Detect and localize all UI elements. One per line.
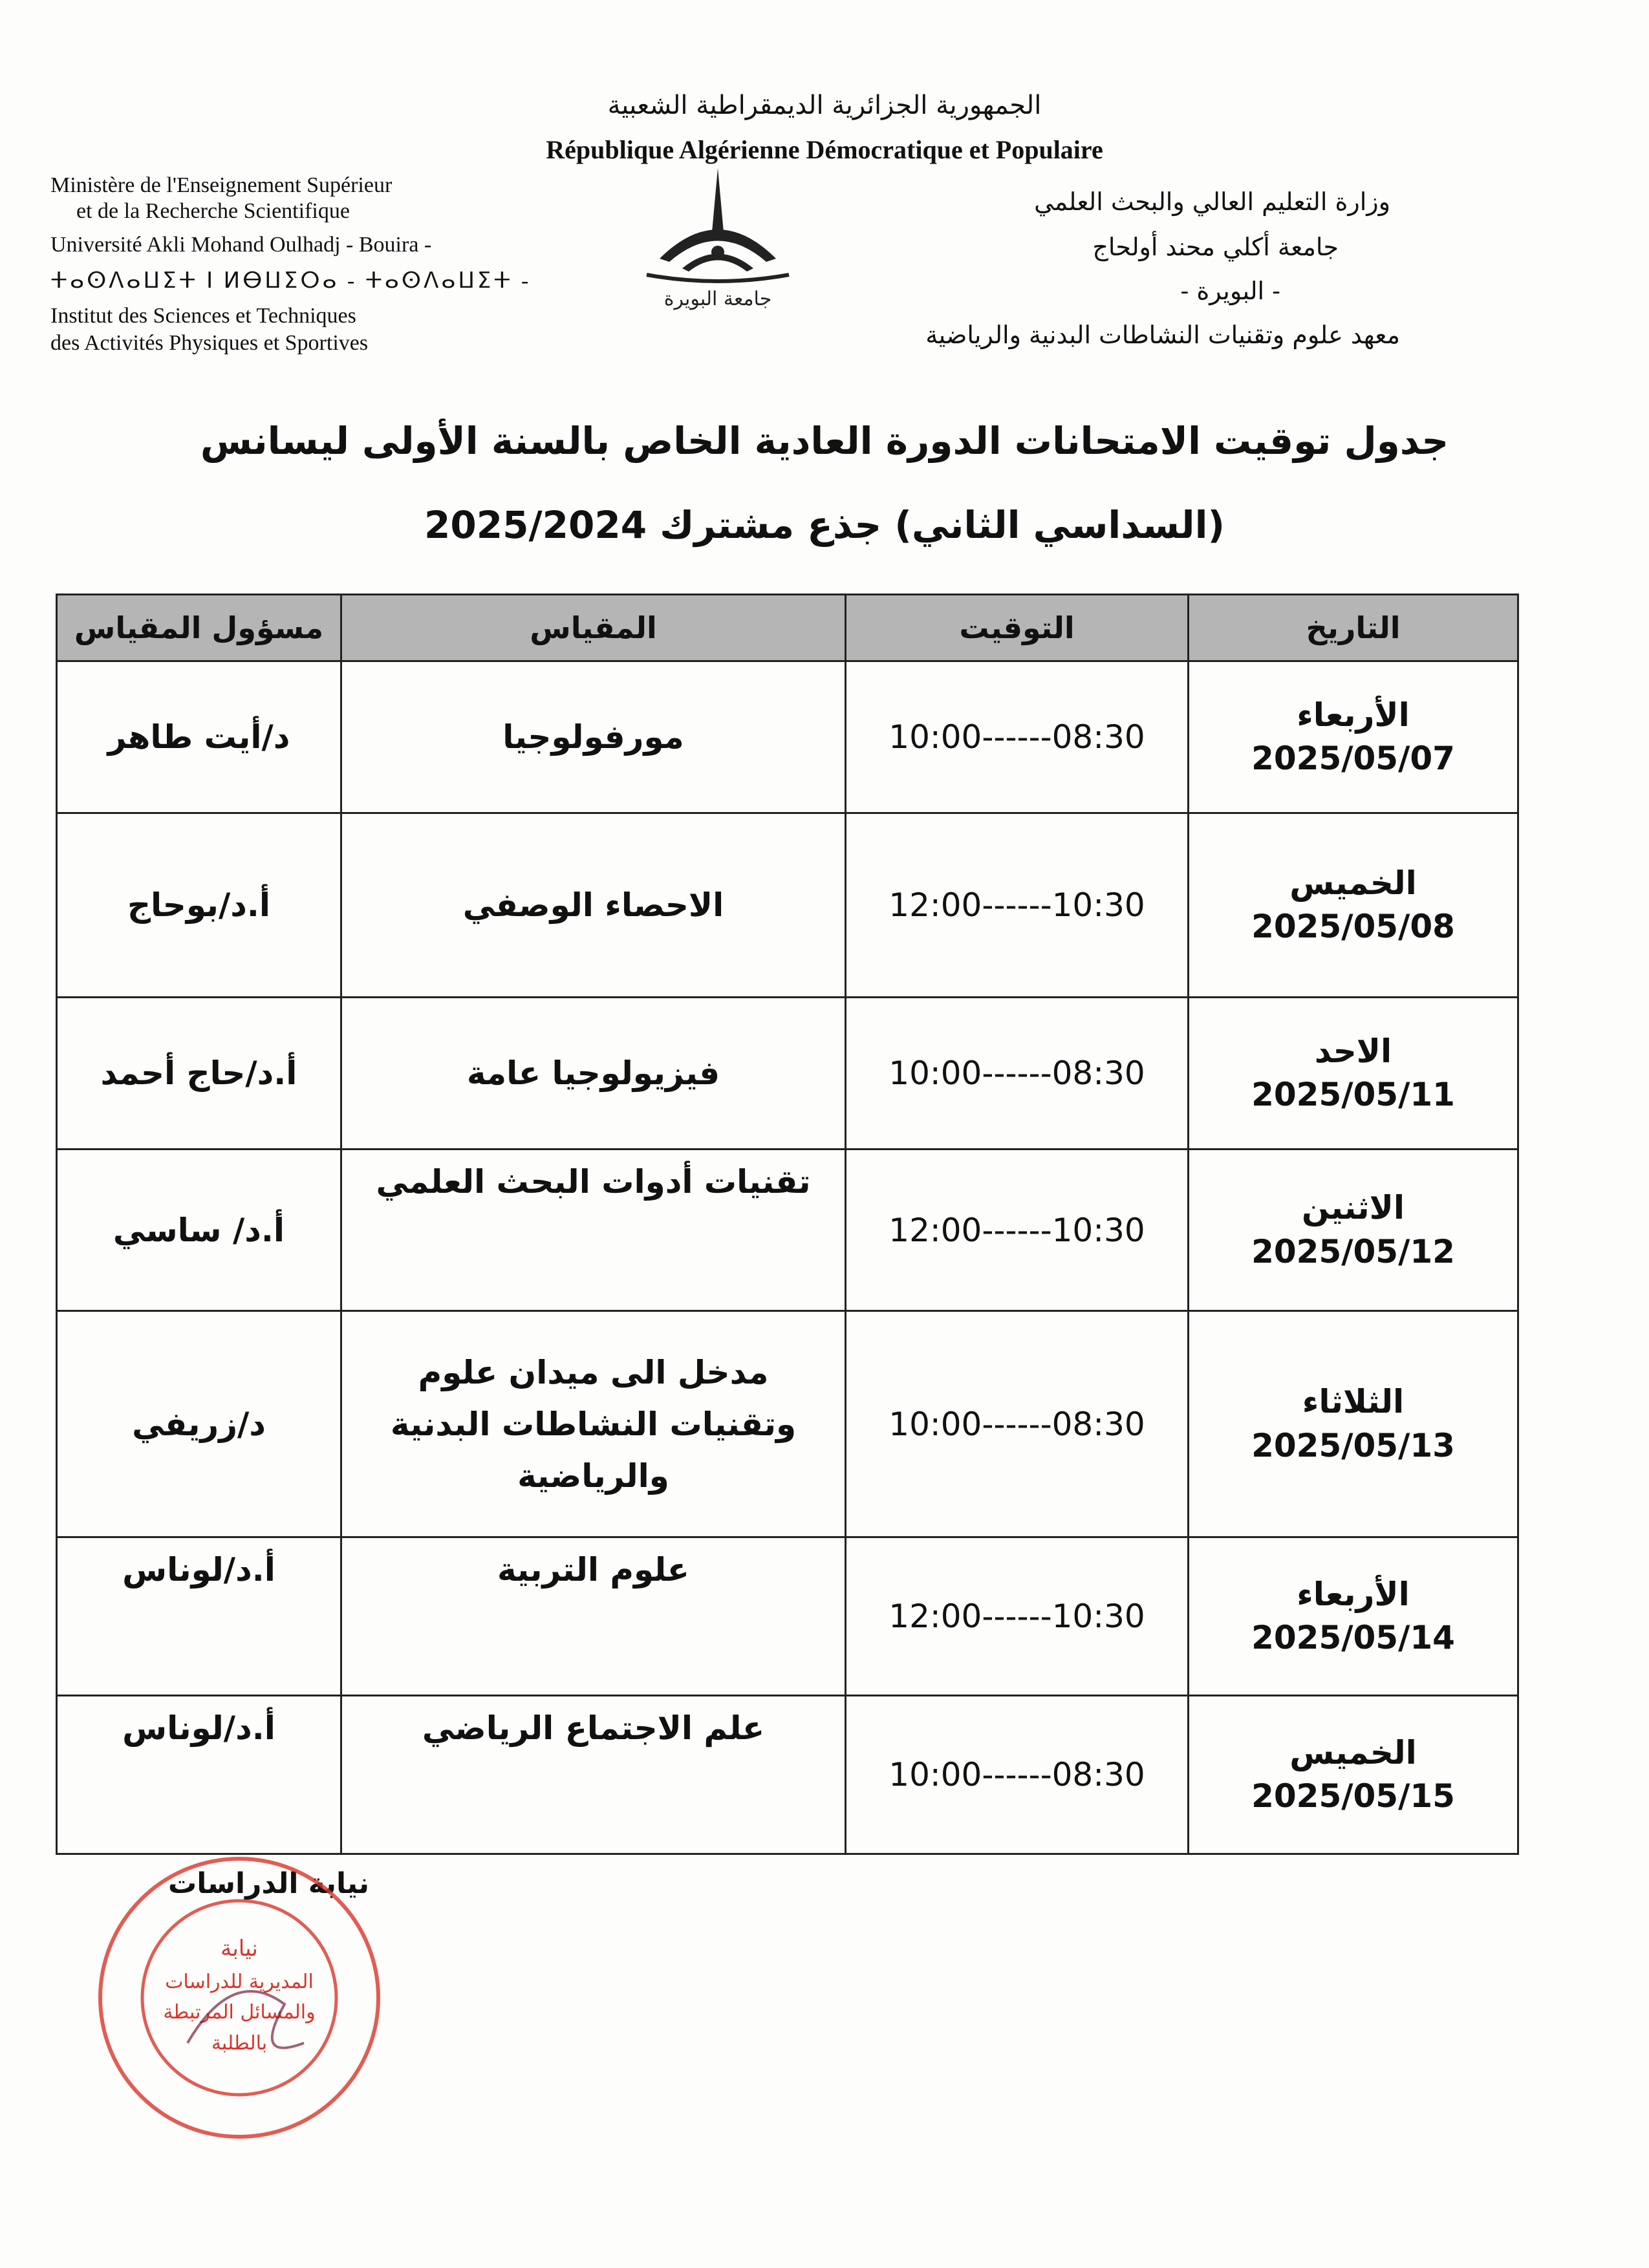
exam-date: 2025/05/14 [1251,1619,1455,1656]
stamp-line4: بالطلبة [211,2032,268,2055]
table-row [57,1311,1518,1537]
exam-date: 2025/05/15 [1251,1777,1455,1815]
module-cell: علم الاجتماع الرياضي [341,1696,846,1854]
professor-cell: أ.د/حاج أحمد [57,998,341,1150]
date-cell [1189,1311,1518,1537]
country-name-arabic: الجمهورية الجزائرية الديمقراطية الشعبية [607,91,1042,120]
module-cell: تقنيات أدوات البحث العلمي [341,1150,846,1311]
table-row [57,813,1518,998]
institute-ar: معهد علوم وتقنيات النشاطات البدنية والرياضية [925,321,1400,349]
official-stamp [91,1849,388,2146]
time-cell: 10:00------08:30 [846,1311,1189,1537]
stamp-line1: نيابة [221,1936,258,1962]
table-row [57,661,1518,813]
day-name: الاثنين [1302,1189,1405,1226]
day-name: الأربعاء [1297,1575,1410,1613]
time-cell: 12:00------10:30 [846,813,1189,998]
header-professor: مسؤول المقياس [57,595,341,661]
exam-date: 2025/05/07 [1251,740,1455,777]
module-cell: علوم التربية [341,1537,846,1696]
ministry-fr-line2: et de la Recherche Scientifique [76,199,350,223]
signature-label: نيابة الدراسات [168,1867,369,1900]
day-name: الأربعاء [1297,696,1410,734]
table-row [57,1537,1518,1696]
date-cell [1189,1537,1518,1696]
time-cell: 10:00------08:30 [846,998,1189,1150]
university-fr: Université Akli Mohand Oulhadj - Bouira - [50,233,432,257]
exam-schedule-table [56,594,1519,1855]
page-subtitle: (السداسي الثاني) جذع مشترك 2025/2024 [424,503,1225,547]
header-time: التوقيت [846,595,1189,661]
module-cell: فيزيولوجيا عامة [341,998,846,1150]
professor-cell: د/زريفي [57,1311,341,1537]
time-cell: 12:00------10:30 [846,1150,1189,1311]
module-cell: مورفولوجيا [341,661,846,813]
table-row [57,1696,1518,1854]
date-cell [1189,998,1518,1150]
day-name: الخميس [1289,1733,1417,1771]
page-title: جدول توقيت الامتحانات الدورة العادية الخاص بالسنة الأولى ليسانس [200,419,1449,463]
day-name: الخميس [1289,864,1417,902]
date-cell [1189,813,1518,998]
university-logo [621,162,815,310]
date-cell [1189,661,1518,813]
table-row [57,1150,1518,1311]
date-cell [1189,1150,1518,1311]
table-row [57,998,1518,1150]
time-cell: 10:00------08:30 [846,1696,1189,1854]
header-date: التاريخ [1189,595,1518,661]
institute-fr-line1: Institut des Sciences et Techniques [50,304,356,328]
day-name: الاحد [1314,1032,1392,1070]
time-cell: 12:00------10:30 [846,1537,1189,1696]
module-cell: الاحصاء الوصفي [341,813,846,998]
day-name: الثلاثاء [1302,1383,1405,1420]
stamp-line2: المديرية للدراسات [165,1971,314,1993]
professor-cell: أ.د/بوحاج [57,813,341,998]
institute-fr-line2: des Activités Physiques et Sportives [50,331,369,355]
professor-cell: أ.د/لوناس [57,1537,341,1696]
module-cell: مدخل الى ميدان علوم وتقنيات النشاطات البدنية والرياضية [341,1311,846,1537]
ministry-fr-line1: Ministère de l'Enseignement Supérieur [50,173,393,197]
professor-cell: أ.د/لوناس [57,1696,341,1854]
professor-cell: أ.د/ ساسي [57,1150,341,1311]
professor-cell: د/أيت طاهر [57,661,341,813]
stamp-line3: والمسائل المرتبطة [163,2001,316,2024]
exam-date: 2025/05/11 [1251,1076,1455,1113]
exam-date: 2025/05/12 [1251,1232,1455,1270]
university-ar: جامعة أكلي محند أولحاج [1092,233,1339,261]
time-cell: 10:00------08:30 [846,661,1189,813]
city-ar: - البويرة - [1180,277,1280,305]
header-module: المقياس [341,595,846,661]
exam-date: 2025/05/13 [1251,1426,1455,1464]
date-cell [1189,1696,1518,1854]
logo-caption: جامعة البويرة [663,288,772,310]
ministry-ar: وزارة التعليم العالي والبحث العلمي [1034,187,1390,216]
country-name-french: République Algérienne Démocratique et Populaire [546,135,1103,164]
exam-date: 2025/05/08 [1251,908,1455,945]
university-tifinagh: ⵜⴰⵙⴷⴰⵡⵉⵜ ⵏ ⵍⴱⵡⵉⵔⴰ - ⵜⴰⵙⴷⴰⵡⵉⵜ - [50,269,532,293]
table-header-row [57,595,1518,661]
